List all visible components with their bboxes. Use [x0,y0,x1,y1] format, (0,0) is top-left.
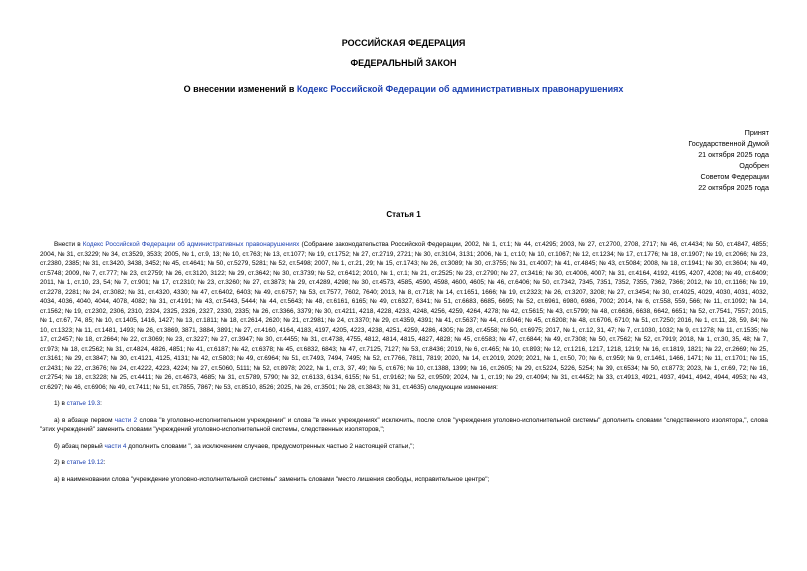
law-title-prefix: О внесении изменений в [183,84,297,94]
intro-code-link[interactable]: Кодекс Российской Федерации об административных правонарушениях [82,241,300,248]
item-1b-prefix: б) абзац первый [54,442,105,450]
item-1a-text: слова "в уголовно-исполнительном учреждении" и слова "в иных учреждениях" исключить, после слов "учреждения уголовно-исполнительной системы" дополнить словами "следственного изолятора,", слова "этих учреждений" заменить словами "учреждений уголовно-исполнительной системы, следственных изоляторов,"; [40,416,768,433]
item-1-suffix: : [100,400,102,407]
accepted-date: 21 октября 2025 года [698,150,769,159]
article-19-3-link[interactable]: статье 19.3 [66,400,101,407]
state-heading: РОССИЙСКАЯ ФЕДЕРАЦИЯ [341,38,466,48]
approved-date: 22 октября 2025 года [698,183,769,192]
approved-label: Одобрен [739,161,769,170]
item-1b [40,442,768,452]
item-2a: а) в наименовании слова "учреждение уголовно-исполнительной системы" заменить словами "место лишения свободы, исправительное центре"; [54,475,490,483]
item-1a-prefix: а) в абзаце первом [54,416,115,424]
law-type-heading: ФЕДЕРАЛЬНЫЙ ЗАКОН [350,58,457,68]
item-2-suffix: : [103,459,106,466]
item-1b-text: дополнить словами ", за исключением случаев, предусмотренных частью 2 настоящей статьи,"; [126,442,415,450]
approved-by: Советом Федерации [700,172,769,181]
accepted-by: Государственной Думой [688,139,769,148]
accepted-label: Принят [744,128,769,137]
code-link[interactable]: Кодекс Российской Федерации об административных правонарушениях [296,84,624,94]
part-2-link[interactable]: части 2 [114,416,138,424]
intro-paragraph [40,240,768,392]
item-2 [40,458,768,468]
article-body [40,240,768,484]
item-1a [40,416,768,435]
item-1 [40,399,768,409]
part-4-link[interactable]: части 4 [104,442,127,450]
item-1-prefix: 1) в [54,400,67,407]
item-2-prefix: 2) в [54,459,67,466]
law-title [0,84,807,94]
intro-prefix: Внести в [54,241,83,248]
intro-text: (Собрание законодательства Российской Федерации, 2002, № 1, ст.1; № 44, ст.4295; 2003, № 27, ст.2700, 2708, 2717; № 46, ст.4434; № 50, ст.4847, 4855; 2004, № 31, ст.3229; № 34, ст.3529, 3533; 2005, № 1, ст.9, 13; № 10, ст.763; № 13, ст.1077; № 19, ст.1752; № 27, ст.2719, 2721; № 30, ст.3104, 3131; 2006, № 1, ст.10; № 10, ст.1067; № 12, ст.1234; № 17, ст.1776; № 18, ст.1907; № 19, ст.2066; № 23, ст.2380, 2385; № 31, ст.3420, 3438, 3452; № 45, ст.4641; № 50, ст.5279, 5281; № 52, ст.5498; 2007, № 1, ст.21, 29; № 15, ст.1743; № 26, ст.3089; № 30, ст.3755; № 31, ст.4007; № 41, ст.4845; № 43, ст.5084; 2008, № 18, ст.1941; № 30, ст.3604; № 49, ст.5748; 2009, № 7, ст.777; № 23, ст.2759; № 26, ст.3120, 3122; № 29, ст.3642; № 30, ст.3739; № 52, ст.6412; 2010, № 1, ст.1; № 21, ст.2525; № 23, ст.2790; № 27, ст.3416; № 30, ст.4006, 4007; № 31, ст.4164, 4192, 4195, 4207, 4208; № 49, ст.6409; 2011, № 1, ст.10, 23, 54; № 7, ст.901; № 17, ст.2310; № 23, ст.3260; № 27, ст.3873; № 29, ст.4289, 4298; № 30, ст.4573, 4585, 4590, 4598, 4600, 4605; № 46, ст.6406; № 50, ст.7342, 7345, 7351, 7352, 7355, 7362, 7366; 2012, № 10, ст.1166; № 19, ст.2278, 2281; № 24, ст.3082; № 31, ст.4320, 4330; № 47, ст.6402, 6403; № 49, ст.6757; № 53, ст.7577, 7602, 7640; 2013, № 8, ст.718; № 14, ст.1651, 1666; № 19, ст.2323; № 26, ст.3207, 3208; № 27, ст.3454; № 30, ст.4025, 4029, 4030, 4031, 4032, 4034, 4036, 4040, 4044, 4078, 4082; № 31, ст.4191; № 43, ст.5443, 5444; № 44, ст.5643; № 48, ст.6161, 6165; № 49, ст.6327, 6341; № 51, ст.6683, 6685, 6695; № 52, ст.6961, 6980, 6986, 7002; 2014, № 6, ст.558, 559, 566; № 11, ст.1092; № 14, ст.1562; № 19, ст.2302, 2306, 2310, 2324, 2325, 2326, 2327, 2330, 2335; № 26, ст.3366, 3379; № 30, ст.4211, 4218, 4228, 4233, 4248, 4256, 4259, 4264, 4278; № 42, ст.5615; № 43, ст.5799; № 48, ст.6636, 6638, 6642, 6651; № 52, ст.7541, 7557; 2015, № 1, ст.67, 74, 85; № 10, ст.1405, 1416, 1427; № 13, ст.1811; № 18, ст.2614, 2620; № 21, ст.2981; № 24, ст.3370; № 29, ст.4359, 4391; № 41, ст.5637; № 44, ст.6046; № 45, ст.6208; № 48, ст.6706, 6710; № 51, ст.7250; 2016, № 1, ст.11, 28, 59, 84; № 10, ст.1323; № 11, ст.1481, 1493; № 26, ст.3869, 3871, 3884, 3891; № 27, ст.4160, 4164, 4183, 4197, 4205, 4223, 4238, 4251, 4259, 4286, 4305; № 28, ст.4558; № 50, ст.6975; 2017, № 1, ст.12, 31, 47; № 7, ст.1030, 1032; № 9, ст.1278; № 11, ст.1535; № 17, ст.2457; № 18, ст.2664; № 22, ст.3069; № 23, ст.3227; № 27, ст.3947; № 30, ст.4455; № 31, ст.4738, 4755, 4812, 4814, 4815, 4827, 4828; № 45, ст.6583; № 47, ст.6844; № 49, ст.7308; № 50, ст.7562; № 52, ст.7919; 2018, № 1, ст.30, 35, 48; № 7, ст.973; № 18, ст.2562; № 31, ст.4824, 4826, 4851; № 41, ст.6187; № 42, ст.6378; № 45, ст.6832, 6843; № 47, ст.7125, 7127; № 53, ст.8436; 2019, № 6, ст.465; № 10, ст.893; № 12, ст.1216, 1217, 1218, 1219; № 16, ст.1819, 1821; № 22, ст.2669; № 25, ст.3161; № 29, ст.3847; № 30, ст.4121, 4125, 4131; № 42, ст.5803; № 49, ст.6964; № 51, ст.7493, 7494, 7495; № 52, ст.7766, 7811, 7819; 2020, № 14, ст.2019, 2029; 2021, № 1, ст.50, 70; № 6, ст.959; № 9, ст.1461, 1466, 1471; № 11, ст.1701; № 15, ст.2431; № 22, ст.3676; № 24, ст.4222, 4223, 4224; № 27, ст.5060, 5111; № 52, ст.8978; 2022, № 1, ст.3, 37, 49; № 5, ст.676; № 10, ст.1388, 1399; № 16, ст.2605; № 29, ст.5224, 5226, 5254; № 39, ст.6534; № 50, ст.8773; 2023, № 1, ст.69, 72; № 16, ст.2754; № 18, ст.3228; № 25, ст.4411; № 26, ст.4673, 4685; № 31, ст.5789, 5790; № 32, ст.6133, 6134, 6155; № 51, ст.9162; № 52, ст.9509; 2024, № 1, ст.19; № 29, ст.4094; № 31, ст.4452; № 33, ст.4913, 4921, 4937, 4941, 4942, 4944, 4953; № 43, ст.6297; № 46, ст.6906; № 49, ст.7411; № 51, ст.7855, 7867; № 53, ст.8510, 8526; 2025, № 26, ст.3501; № 28, ст.3843; № 31, ст.4635) следующие изменения: [40,241,768,391]
article-title: Статья 1 [386,210,421,219]
article-19-12-link[interactable]: статье 19.12 [66,459,104,466]
acceptance-block [569,127,769,193]
